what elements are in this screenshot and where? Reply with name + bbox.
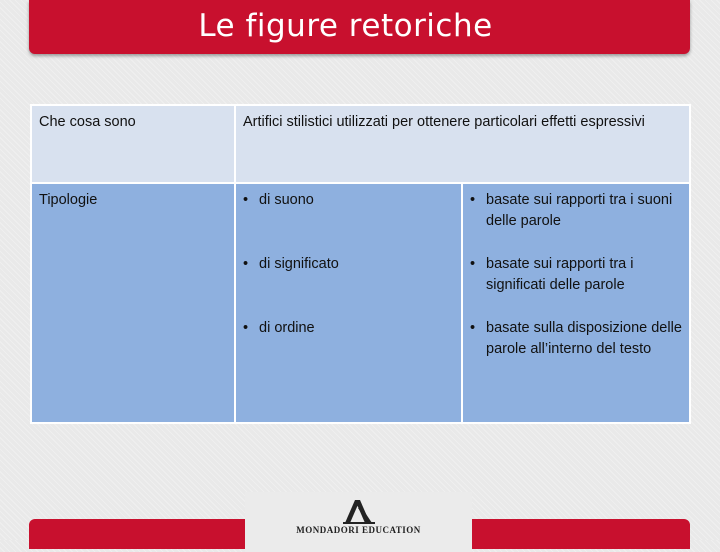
bullet-icon: • (243, 192, 249, 208)
table-border-right (689, 104, 691, 424)
row1-label-cell (31, 105, 235, 183)
bullet-icon: • (470, 256, 476, 272)
table-border-left (30, 104, 32, 424)
bullet-icon: • (243, 320, 249, 336)
type-item (243, 318, 315, 339)
bullet-icon: • (243, 256, 249, 272)
description-text: basate sui rapporti tra i suoni delle parole (486, 192, 673, 229)
table-border-top (30, 104, 691, 106)
table-divider-1 (234, 104, 236, 424)
type-label: di ordine (259, 320, 315, 336)
row2-label: Tipologie (39, 192, 98, 208)
table-border-bottom (30, 422, 691, 424)
description-item (470, 318, 682, 360)
type-label: di suono (259, 192, 314, 208)
type-item (243, 254, 339, 275)
table-border-middle (30, 182, 691, 184)
page-title: Le figure retoriche (198, 8, 493, 44)
description-item (470, 190, 682, 232)
table-divider-2 (461, 182, 463, 424)
mondadori-logo-icon (341, 498, 377, 524)
row1-value-cell (235, 105, 690, 183)
bullet-icon: • (470, 320, 476, 336)
descriptions-cell (462, 183, 690, 423)
bullet-icon: • (470, 192, 476, 208)
row1-label: Che cosa sono (39, 114, 136, 130)
row1-value: Artifici stilistici utilizzati per ottenere particolari effetti espressivi (243, 114, 645, 130)
description-text: basate sui rapporti tra i significati delle parole (486, 256, 634, 293)
description-text: basate sulla disposizione delle parole all’interno del testo (486, 320, 682, 357)
type-label: di significato (259, 256, 339, 272)
publisher-logo (245, 492, 472, 552)
type-item (243, 190, 314, 211)
logo-text: MONDADORI EDUCATION (296, 525, 421, 535)
title-bar (29, 0, 690, 54)
types-cell (235, 183, 462, 423)
row2-label-cell (31, 183, 235, 423)
description-item (470, 254, 682, 296)
